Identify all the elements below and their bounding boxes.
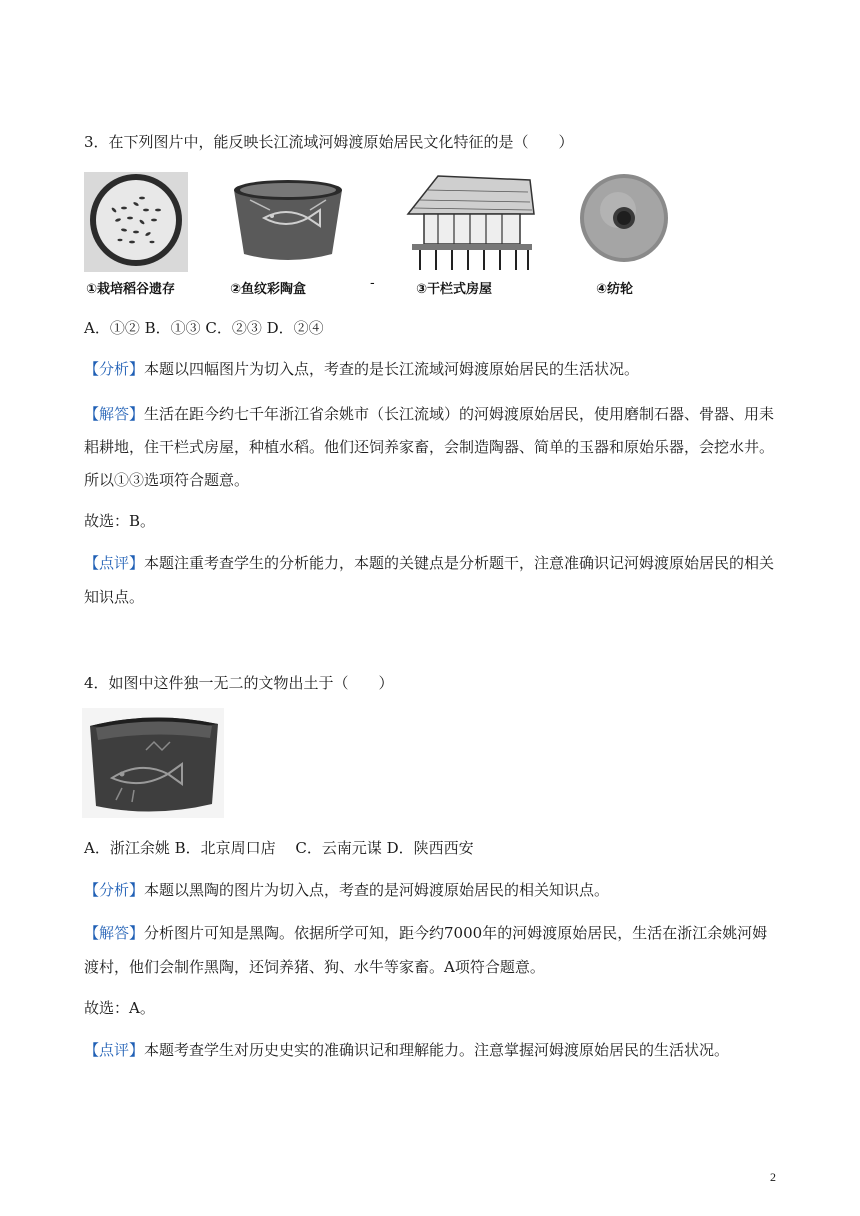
black-pottery-photo: [82, 708, 224, 818]
analysis-tag: 【分析】: [84, 360, 145, 378]
q3-answer-line-1: [84, 404, 774, 424]
q4-answer-line-2: 渡村，他们会制作黑陶，还饲养猪、狗、水牛等家畜。A项符合题意。: [84, 958, 545, 976]
answer-tag: 【解答】: [84, 924, 145, 942]
comment-text: 本题考查学生对历史史实的准确识记和理解能力。注意掌握河姆渡原始居民的生活状况。: [144, 1041, 730, 1059]
q3-choice: 故选：B。: [84, 512, 156, 530]
comment-text: 本题注重考查学生的分析能力，本题的关键点是分析题干，注意准确识记河姆渡原始居民的相关: [144, 554, 775, 572]
q4-analysis: [84, 880, 609, 900]
analysis-text: 本题以黑陶的图片为切入点，考查的是河姆渡原始居民的相关知识点。: [144, 881, 610, 899]
separator-dash: -: [370, 276, 375, 291]
q3-answer-line-2: 耜耕地，住干栏式房屋，种植水稻。他们还饲养家畜，会制造陶器、简单的玉器和原始乐器，会挖水井。: [84, 438, 775, 456]
q3-answer-line-3: 所以①③选项符合题意。: [84, 471, 250, 489]
answer-text: 生活在距今约七千年浙江省余姚市（长江流域）的河姆渡原始居民，使用磨制石器、骨器、用耒: [144, 405, 775, 423]
q3-stem: 3．在下列图片中，能反映长江流域河姆渡原始居民文化特征的是（ ）: [84, 133, 574, 151]
comment-tag: 【点评】: [84, 1041, 145, 1059]
analysis-tag: 【分析】: [84, 881, 145, 899]
page-number: 2: [770, 1170, 776, 1184]
q3-options: A．①② B．①③ C．②③ D．②④: [84, 319, 324, 337]
q4-options: A．浙江余姚 B．北京周口店 C．云南元谋 D．陕西西安: [84, 839, 474, 857]
q4-choice: 故选：A。: [84, 999, 155, 1017]
figure-caption-2: ②鱼纹彩陶盒: [230, 282, 307, 297]
q3-analysis: [84, 359, 639, 379]
analysis-text: 本题以四幅图片为切入点，考查的是长江流域河姆渡原始居民的生活状况。: [144, 360, 640, 378]
figure-caption-4: ④纺轮: [596, 282, 634, 297]
q3-comment-line-2: 知识点。: [84, 588, 145, 606]
q4-stem: 4．如图中这件独一无二的文物出土于（ ）: [84, 674, 394, 692]
figure-caption-3: ③干栏式房屋: [416, 282, 493, 297]
answer-text: 分析图片可知是黑陶。依据所学可知，距今约7000年的河姆渡原始居民，生活在浙江余姚河姆: [144, 924, 768, 942]
comment-tag: 【点评】: [84, 554, 145, 572]
answer-tag: 【解答】: [84, 405, 145, 423]
q4-answer-line-1: [84, 923, 767, 943]
figure-caption-1: ①栽培稻谷遗存: [86, 282, 176, 297]
q3-comment-line-1: [84, 553, 774, 573]
q4-comment: [84, 1040, 729, 1060]
q3-figure-strip: [84, 170, 684, 300]
